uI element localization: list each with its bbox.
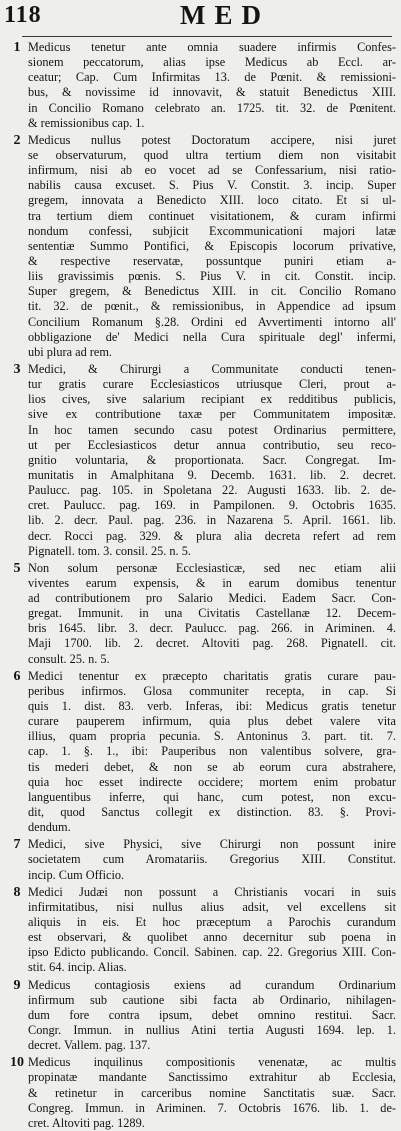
entry (6, 669, 396, 836)
text-line: tur gratis curare Ecclesiasticos utriusque Cleri, prout a- (28, 377, 396, 392)
header-rule (22, 36, 392, 37)
text-line: viventes earum expensis, & in earum domibus tenentur (28, 575, 396, 590)
text-line: peribus infirmos. Glosa communiter recepta, in cap. Si (28, 683, 396, 698)
text-line: Pignatell. tom. 3. consil. 25. n. 5. (28, 543, 191, 558)
text-line: Maji 1700. lib. 2. decret. Altoviti pag. 268. Pignatell. cit. (28, 636, 396, 651)
entry (6, 561, 396, 667)
entry-number: 1 (13, 40, 21, 55)
entry-number: 5 (13, 560, 21, 576)
text-line: sive ex contributione taxæ per Communitatem impositæ. (28, 407, 396, 422)
entry-text (28, 837, 396, 882)
text-line: Paulucc. pag. 105. in Spoletana 22. Augusti 1633. lib. 2. de- (28, 483, 396, 498)
text-line: sionem peccatorum, alias ipse Medicus ab Eccl. ar- (28, 55, 396, 70)
entry-number: 6 (13, 668, 21, 684)
text-line: In hoc tamen secundo casu potest Ordinarius permittere, (28, 422, 396, 437)
text-line: bus, & novissime id innovavit, & statuit Benedictus XIII. (28, 85, 396, 100)
text-line: ut per Ecclesiasticos detur annua contributio, seu reco- (28, 437, 396, 452)
entry-number: 9 (13, 977, 21, 993)
entry-text (28, 40, 396, 131)
entry-text (28, 669, 396, 836)
text-line: Medicus nullus potest Doctoratum accipere, nisi juret (28, 132, 396, 147)
entry (6, 362, 396, 559)
text-line: & respective reservatæ, possuntque puniri etiam a- (28, 253, 396, 268)
entry (6, 133, 396, 360)
text-line: dum fore contra ipsum, debet omnino restitui. Sacr. (28, 1007, 396, 1022)
text-line: Congr. Immun. in nullius Atini tertia Augusti 1694. lep. 1. (28, 1023, 396, 1037)
page-header (0, 0, 401, 38)
text-line: tit. 32. de pœnit., & remissionibus, in Appendice ad ipsum (28, 299, 396, 314)
text-line: propinatæ mandante Sanctissimo extrahitur ab Ecclesia, (28, 1070, 396, 1085)
entry-number: 10 (10, 1055, 24, 1071)
text-line: infirmitatibus, nisi nullus alius adsit, vel excellens sit (28, 899, 396, 914)
text-line: Super gregem, & Benedictus XIII. in cit. Concilio Romano (28, 284, 396, 299)
text-line: tra tertium diem continuet visitationem, & curam infirmi (28, 208, 396, 223)
text-line: Non solum personæ Ecclesiasticæ, sed nec etiam alii (28, 560, 396, 575)
text-line: dendum. (28, 820, 71, 835)
text-line: dit, quod Sanctus collegit ex distinction. 83. §. Provi- (28, 805, 396, 820)
page-body (6, 40, 396, 1131)
text-line: ubi plura ad rem. (28, 344, 113, 359)
page-number: 118 (4, 2, 42, 28)
text-line: nabilis causa excuset. S. Pius V. Constit. 3. incip. Super (28, 178, 396, 193)
text-line: ceatur; Cap. Cum Infirmitas 13. de Pœnit. & remissioni- (28, 70, 396, 85)
entry (6, 978, 396, 1054)
text-line: Medicus contagiosis exiens ad curandum Ordinarium (28, 977, 396, 992)
text-line: tis mederi debet, & non se ab eorum cura abstrahere, (28, 759, 396, 774)
text-line: quis 1. dist. 83. verb. Inferas, ibi: Medicus gratis tenetur (28, 699, 396, 714)
text-line: Medicus tenetur ante omnia suadere infirmis Confes- (28, 40, 396, 54)
entry-text (28, 1055, 396, 1131)
entry-text (28, 561, 396, 667)
text-line: Congreg. Immun. in Ariminen. 7. Octobris 1676. lib. 1. de- (28, 1100, 396, 1115)
entry-text (28, 362, 396, 559)
text-line: ipso Edicto publicando. Concil. Sabinen. cap. 22. Gregorius XIII. Con- (28, 945, 396, 960)
entry (6, 1055, 396, 1131)
text-line: liis gravissimis pœnis. S. Pius V. in cit. Constit. incip. (28, 269, 396, 284)
entry (6, 837, 396, 882)
text-line: cret. Paulucc. pag. 169. in Pampilonen. 9. Octobris 1635. (28, 498, 396, 513)
entry-text (28, 133, 396, 360)
text-line: Medicus inquilinus compositionis venenatæ, ac multis (28, 1055, 396, 1070)
text-line: Concilium Romanum §.28. Ordini ed Avvertimenti intorno all' (28, 314, 396, 329)
text-line: decret. Vallem. pag. 137. (28, 1038, 151, 1053)
text-line: illius, quam propria pecunia. S. Antoninus 3. part. tit. 7. (28, 729, 396, 744)
entry-number: 7 (13, 837, 21, 853)
text-line: consult. 25. n. 5. (28, 651, 110, 666)
text-line: lios cives, sive salarium recipiant ex redditibus publicis, (28, 392, 396, 407)
text-line: quia hoc esset indirecte occidere; mortem enim probatur (28, 774, 396, 789)
entry-number: 8 (13, 884, 21, 900)
text-line: cret. Altoviti pag. 1289. (28, 1115, 145, 1130)
text-line: lib. 2. decr. Paul. pag. 236. in Nazarena 5. April. 1661. lib. (28, 513, 396, 528)
text-line: decr. Rocci pag. 329. & plura alia decreta refert ad rem (28, 528, 396, 543)
text-line: munitatis in Amalphitana 9. Decemb. 1631. lib. 2. decret. (28, 467, 396, 482)
text-line: incip. Cum Officio. (28, 867, 125, 882)
entry-text (28, 978, 396, 1054)
text-line: curare pauperem infirmum, quia plus debet valere vita (28, 714, 396, 729)
text-line: & retinetur in carceribus nomine Sanctitatis suæ. Sacr. (28, 1085, 396, 1100)
text-line: Medici tenentur ex præcepto charitatis gratis curare pau- (28, 668, 396, 683)
text-line: est observari, & quolibet anno decernitur sub poena in (28, 930, 396, 945)
running-title: MED (180, 0, 270, 30)
entry-text (28, 885, 396, 976)
text-line: Medici, sive Physici, sive Chirurgi non possunt inire (28, 837, 396, 852)
text-line: gnitio voluntaria, & proportionata. Sacr. Congregat. Im- (28, 452, 396, 467)
text-line: infirmum sub cautione sibi facta ab Ordinario, nihilagen- (28, 992, 396, 1007)
text-line: cap. 1. §. 1., ibi: Pauperibus non valentibus solvere, gra- (28, 744, 396, 759)
text-line: & remissionibus cap. 1. (28, 115, 145, 130)
text-line: se observaturum, quod ultra tertium diem non visitabit (28, 147, 396, 162)
text-line: Medici Judæi non possunt a Christianis vocari in suis (28, 884, 396, 899)
text-line: gregat. Immunit. in una Civitatis Castellanæ 12. Decem- (28, 606, 396, 621)
entry-number: 3 (13, 361, 21, 377)
text-line: stit. 64. incip. Alias. (28, 960, 127, 975)
text-line: nondum confessi, subjicit Excommunicationi majori latæ (28, 223, 396, 238)
text-line: aliquis in eis. Et hoc præceptum a Parochis curandum (28, 915, 396, 930)
text-line: ad contributionem pro Salario Medici. Eadem Sacr. Con- (28, 591, 396, 606)
entry (6, 885, 396, 976)
text-line: gregem, innovata a Benedicto XIII. loco citato. Et si ul- (28, 193, 396, 208)
text-line: infirmum, nisi ab eo vocet ad se Confessarium, nisi ratio- (28, 163, 396, 178)
text-line: sententiæ Summo Pontifici, & Episcopis locorum privative, (28, 238, 396, 253)
text-line: Medici, & Chirurgi a Communitate conducti tenen- (28, 361, 396, 376)
text-line: languentibus inferre, qui hanc, cum potest, non excu- (28, 789, 396, 804)
text-line: societatem cum Aromatariis. Gregorius XIII. Constitut. (28, 852, 396, 867)
entry (6, 40, 396, 131)
entry-number: 2 (13, 132, 21, 148)
text-line: in Concilio Romano celebrato an. 1725. tit. 32. de Pœnitent. (28, 100, 396, 115)
text-line: bris 1645. libr. 3. decr. Paulucc. pag. 266. in Ariminen. 4. (28, 621, 396, 636)
text-line: obbligazione de' Medici nella Cura spirituale degl' infermi, (28, 329, 396, 344)
